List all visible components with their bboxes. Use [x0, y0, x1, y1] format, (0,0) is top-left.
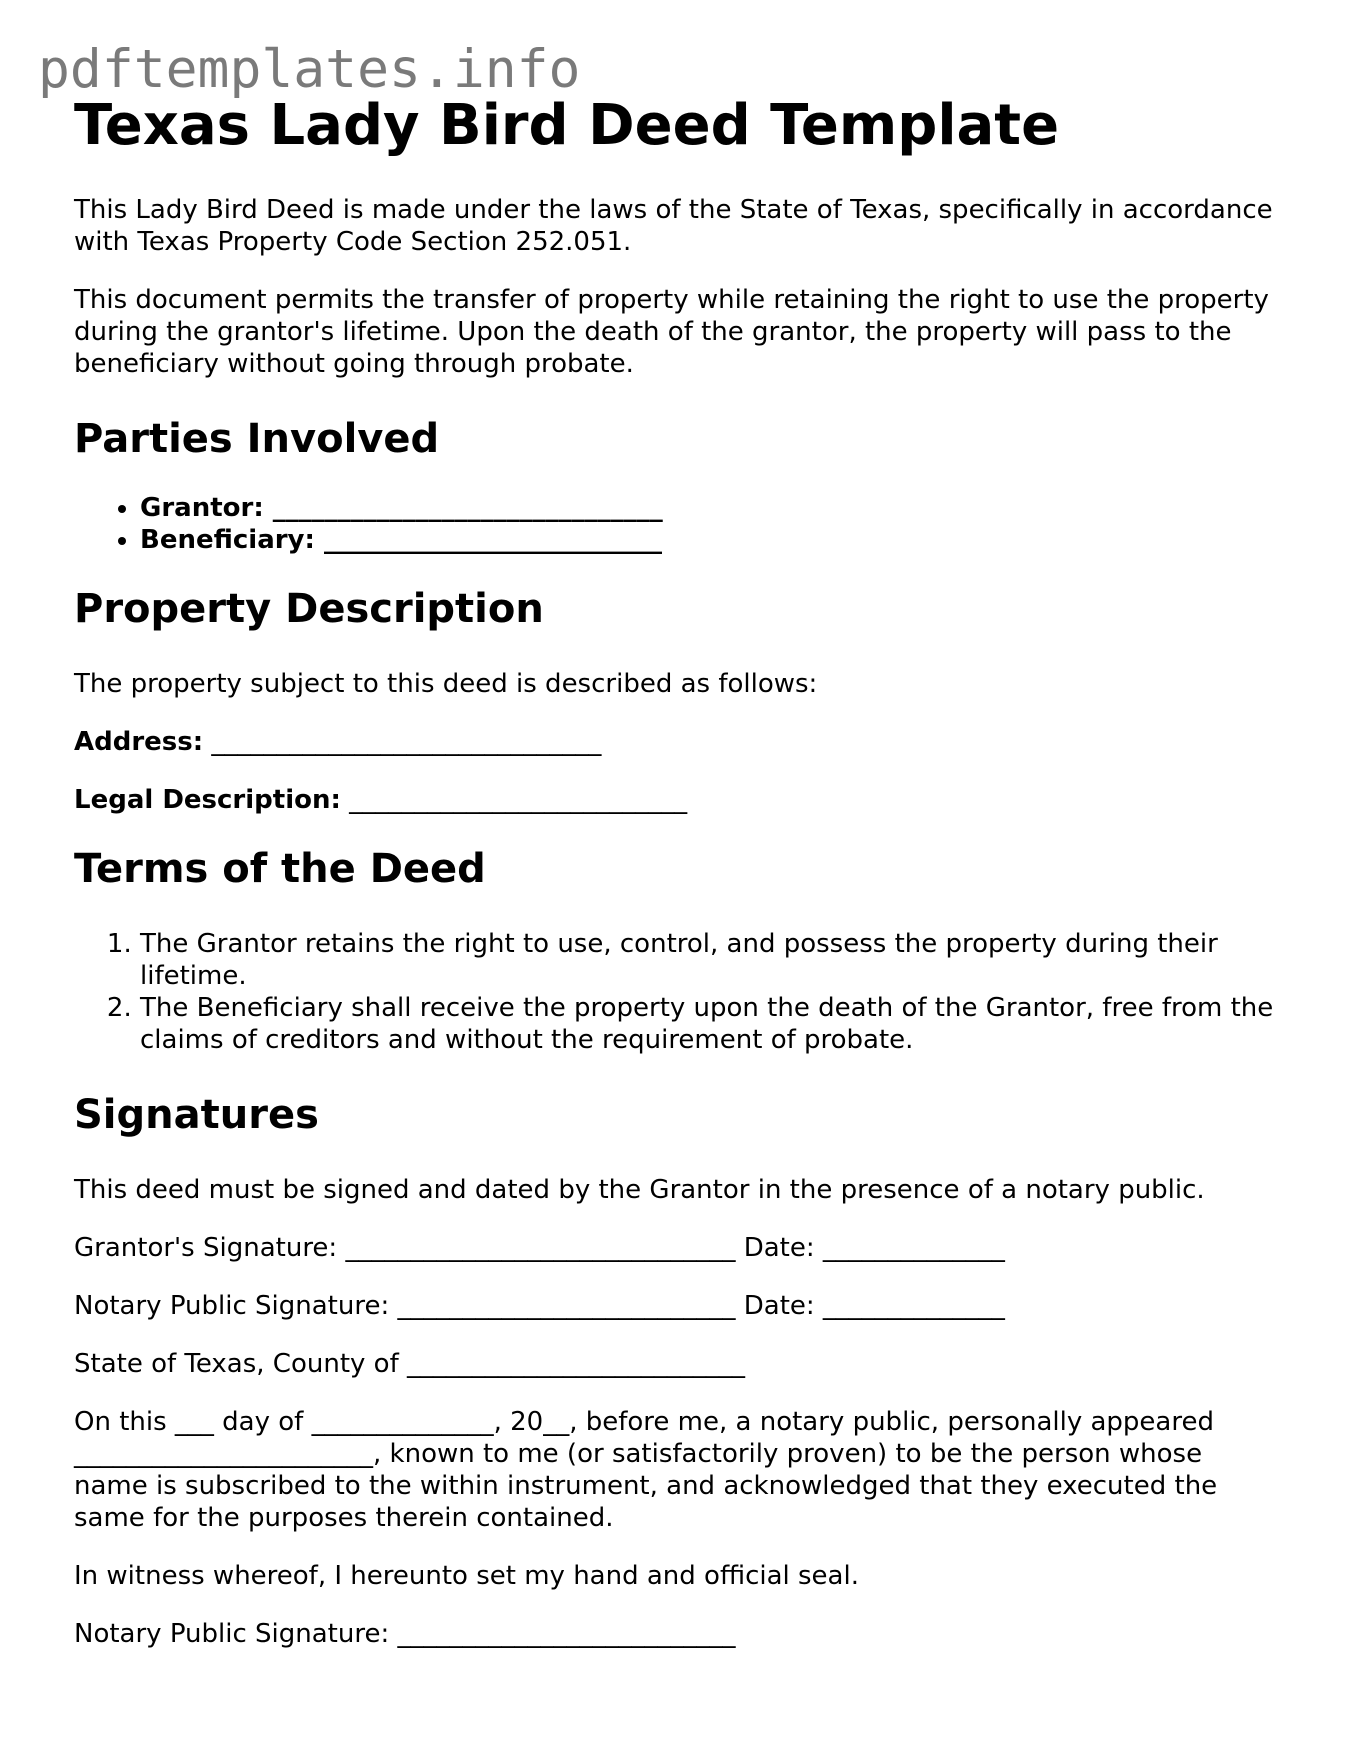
witness-statement: In witness whereof, I hereunto set my hand and official seal. [74, 1561, 859, 1591]
terms-heading: Terms of the Deed [74, 846, 486, 892]
address-line [74, 726, 1274, 758]
party-beneficiary-blank: __________________________ [323, 525, 662, 555]
acknowledgment-paragraph: On this ___ day of ______________, 20__, before me, a notary public, personally appeared _______________________, known to me (or satisfactorily proven) to be the person whose name is subscribed to the within instrument, and acknowledged that they executed the same for the purposes therein contained. [74, 1407, 1218, 1533]
property-heading: Property Description [74, 586, 544, 632]
page-title: Texas Lady Bird Deed Template [74, 93, 1060, 158]
term-item-1: 1. The Grantor retains the right to use, control, and possess the property during their lifetime. [140, 928, 1274, 992]
property-intro: The property subject to this deed is described as follows: [74, 669, 818, 699]
notary-final-signature-line: Notary Public Signature: __________________________ [74, 1619, 736, 1649]
terms-list [74, 928, 1274, 1056]
party-beneficiary [140, 524, 1274, 556]
legal-description-line [74, 784, 1274, 816]
term-item-2: 2. The Beneficiary shall receive the property upon the death of the Grantor, free from the claims of creditors and without the requirement of probate. [140, 992, 1274, 1056]
party-grantor-label: Grantor: [140, 493, 264, 523]
signatures-heading: Signatures [74, 1092, 319, 1138]
document-page [74, 92, 1274, 1650]
party-beneficiary-label: Beneficiary: [140, 525, 315, 555]
party-grantor-blank: ______________________________ [272, 493, 663, 523]
intro-paragraph-2: This document permits the transfer of property while retaining the right to use the property during the grantor's lifetime. Upon the death of the grantor, the property will pass to the beneficiary without going through probate. [74, 285, 1269, 379]
notary-signature-line: Notary Public Signature: __________________________ Date: ______________ [74, 1291, 1005, 1321]
address-label: Address: [74, 727, 204, 757]
watermark: pdftemplates.info [38, 39, 581, 100]
parties-list [74, 492, 1274, 556]
legal-description-label: Legal Description: [74, 785, 341, 815]
county-line: State of Texas, County of __________________________ [74, 1349, 745, 1379]
party-grantor [140, 492, 1274, 524]
address-blank: ______________________________ [211, 727, 602, 757]
signatures-intro: This deed must be signed and dated by the Grantor in the presence of a notary public. [74, 1175, 1205, 1205]
intro-paragraph-1: This Lady Bird Deed is made under the laws of the State of Texas, specifically in accordance with Texas Property Code Section 252.051. [74, 195, 1273, 257]
parties-heading: Parties Involved [74, 416, 440, 462]
legal-description-blank: __________________________ [349, 785, 688, 815]
grantor-signature-line: Grantor's Signature: ______________________________ Date: ______________ [74, 1233, 1005, 1263]
